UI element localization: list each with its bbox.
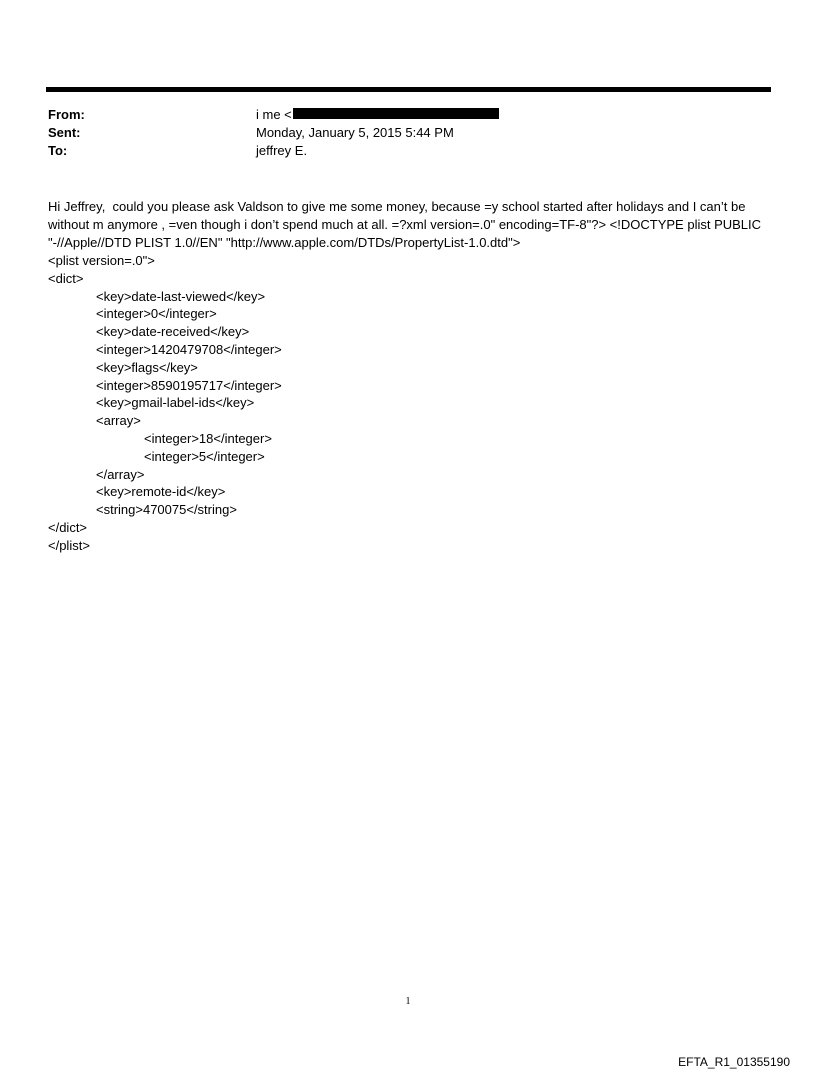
from-label: From: <box>48 107 85 122</box>
sent-label: Sent: <box>48 125 81 140</box>
code-line: <integer>0</integer> <box>96 306 217 322</box>
code-line: <integer>8590195717</integer> <box>96 377 282 393</box>
code-line: <key>gmail-label-ids</key> <box>96 395 255 411</box>
to-row <box>48 142 768 160</box>
code-line: <plist version=.0"> <box>48 253 155 268</box>
code-line: <array> <box>96 413 141 429</box>
code-line: </array> <box>96 466 145 482</box>
sent-row <box>48 124 768 142</box>
page-number: 1 <box>405 996 411 1007</box>
code-line: <key>date-last-viewed</key> <box>96 288 266 304</box>
redaction-block <box>293 108 499 119</box>
header-rule <box>46 87 771 92</box>
from-row <box>48 106 768 124</box>
email-body <box>48 198 778 251</box>
from-name: i me < <box>256 107 292 122</box>
sent-value: Monday, January 5, 2015 5:44 PM <box>256 125 454 140</box>
code-line: <key>remote-id</key> <box>96 484 226 500</box>
body-paragraph: Hi Jeffrey, could you please ask Valdson to give me some money, because =y school started after holidays and I can’t be without m anymore , =ven though i don’t spend much at all. =?xml version=.0" encoding=TF-8"?> <!DOCTYPE plist PUBLIC "-//Apple//DTD PLIST 1.0//EN" "http://www.apple.com/DTDs/PropertyList-1.0.dtd"> <box>48 199 765 250</box>
to-label: To: <box>48 143 68 158</box>
code-line: </plist> <box>48 537 90 553</box>
plist-block <box>48 252 282 555</box>
from-value <box>256 106 499 124</box>
code-line: <integer>5</integer> <box>144 448 265 464</box>
to-value: jeffrey E. <box>256 143 308 158</box>
code-line: <key>date-received</key> <box>96 324 250 340</box>
code-line: <key>flags</key> <box>96 359 198 375</box>
code-line: </dict> <box>48 519 88 535</box>
code-line: <integer>1420479708</integer> <box>96 341 282 357</box>
code-line: <dict> <box>48 270 84 286</box>
bates-number: EFTA_R1_01355190 <box>678 1055 790 1069</box>
code-line: <integer>18</integer> <box>144 430 272 446</box>
code-line: <string>470075</string> <box>96 502 237 518</box>
email-header <box>48 106 768 160</box>
